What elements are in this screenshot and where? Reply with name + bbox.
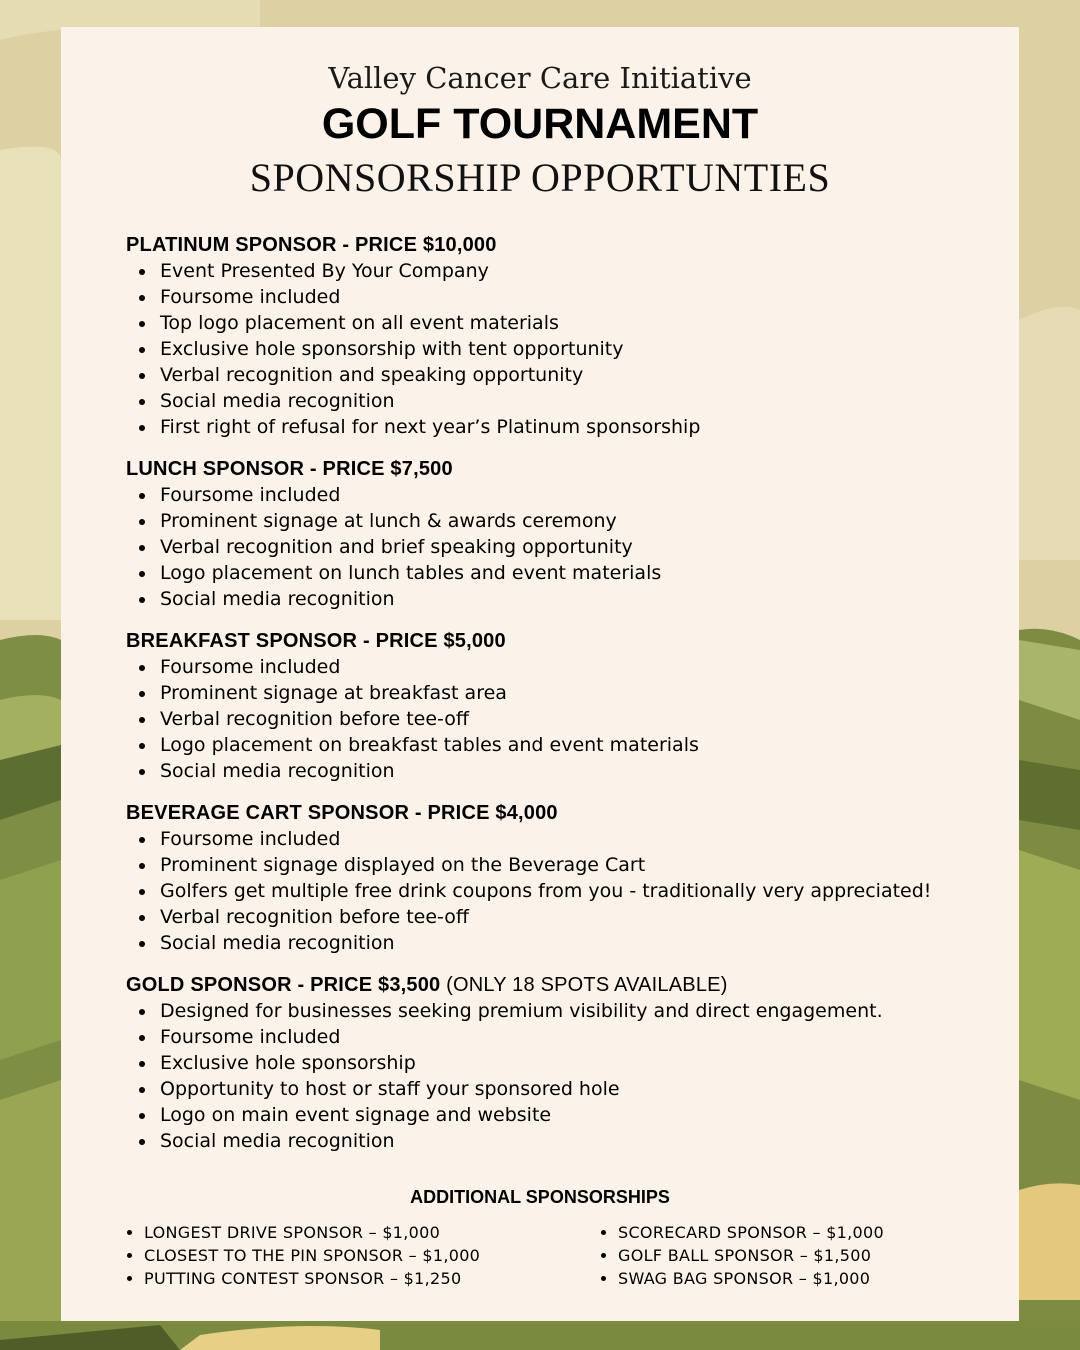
benefit-list	[126, 482, 1006, 612]
benefit-item: Golfers get multiple free drink coupons from you - traditionally very appreciated!	[126, 878, 1006, 904]
benefit-item: Verbal recognition before tee-off	[126, 706, 1006, 732]
additional-item: PUTTING CONTEST SPONSOR – $1,250	[125, 1267, 480, 1290]
additional-list-left	[125, 1221, 480, 1290]
benefit-item: Top logo placement on all event materials	[126, 310, 1006, 336]
tier-heading: BEVERAGE CART SPONSOR - PRICE $4,000	[126, 802, 558, 824]
additional-item: SWAG BAG SPONSOR – $1,000	[599, 1267, 884, 1290]
benefit-item: Prominent signage at breakfast area	[126, 680, 1006, 706]
benefit-item: Verbal recognition and speaking opportunity	[126, 362, 1006, 388]
benefit-item: Verbal recognition and brief speaking opportunity	[126, 534, 1006, 560]
benefit-item: Logo placement on lunch tables and event materials	[126, 560, 1006, 586]
benefit-item: Exclusive hole sponsorship	[126, 1050, 1006, 1076]
benefit-item: Exclusive hole sponsorship with tent opportunity	[126, 336, 1006, 362]
sponsor-tiers	[126, 232, 1006, 1170]
benefit-item: Foursome included	[126, 826, 1006, 852]
page-title: GOLF TOURNAMENT	[321, 100, 759, 148]
additional-item: LONGEST DRIVE SPONSOR – $1,000	[125, 1221, 480, 1244]
benefit-item: Logo placement on breakfast tables and event materials	[126, 732, 1006, 758]
benefit-item: Social media recognition	[126, 758, 1006, 784]
tier-gold	[126, 972, 1006, 1154]
benefit-item: Opportunity to host or staff your sponsored hole	[126, 1076, 1006, 1102]
benefit-item: Social media recognition	[126, 930, 1006, 956]
benefit-list	[126, 654, 1006, 784]
benefit-item: Foursome included	[126, 1024, 1006, 1050]
tier-heading: PLATINUM SPONSOR - PRICE $10,000	[126, 234, 497, 256]
page-subtitle: SPONSORSHIP OPPORTUNTIES	[249, 155, 831, 200]
benefit-item: Foursome included	[126, 284, 1006, 310]
benefit-item: Social media recognition	[126, 1128, 1006, 1154]
tier-lunch	[126, 456, 1006, 612]
additional-item: SCORECARD SPONSOR – $1,000	[599, 1221, 884, 1244]
tier-heading: LUNCH SPONSOR - PRICE $7,500	[126, 458, 453, 480]
sponsorship-card	[61, 27, 1019, 1321]
benefit-list	[126, 826, 1006, 956]
benefit-item: Foursome included	[126, 654, 1006, 680]
benefit-item: Logo on main event signage and website	[126, 1102, 1006, 1128]
benefit-item: Prominent signage displayed on the Beverage Cart	[126, 852, 1006, 878]
benefit-item: Social media recognition	[126, 586, 1006, 612]
benefit-item: First right of refusal for next year’s Platinum sponsorship	[126, 414, 1006, 440]
tier-beverage-cart	[126, 800, 1006, 956]
additional-sponsorships-heading: ADDITIONAL SPONSORSHIPS	[410, 1187, 670, 1207]
benefit-item: Designed for businesses seeking premium visibility and direct engagement.	[126, 998, 1006, 1024]
additional-list-right	[599, 1221, 884, 1290]
benefit-list	[126, 258, 1006, 440]
benefit-list	[126, 998, 1006, 1154]
benefit-item: Social media recognition	[126, 388, 1006, 414]
tier-heading: BREAKFAST SPONSOR - PRICE $5,000	[126, 630, 506, 652]
benefit-item: Verbal recognition before tee-off	[126, 904, 1006, 930]
benefit-item: Prominent signage at lunch & awards ceremony	[126, 508, 1006, 534]
organization-name: Valley Cancer Care Initiative	[328, 61, 752, 95]
benefit-item: Foursome included	[126, 482, 1006, 508]
tier-availability-note: (ONLY 18 SPOTS AVAILABLE)	[446, 974, 728, 996]
additional-item: CLOSEST TO THE PIN SPONSOR – $1,000	[125, 1244, 480, 1267]
additional-item: GOLF BALL SPONSOR – $1,500	[599, 1244, 884, 1267]
tier-platinum	[126, 232, 1006, 440]
tier-heading: GOLD SPONSOR - PRICE $3,500 (ONLY 18 SPOTS AVAILABLE)	[126, 974, 728, 996]
tier-breakfast	[126, 628, 1006, 784]
benefit-item: Event Presented By Your Company	[126, 258, 1006, 284]
